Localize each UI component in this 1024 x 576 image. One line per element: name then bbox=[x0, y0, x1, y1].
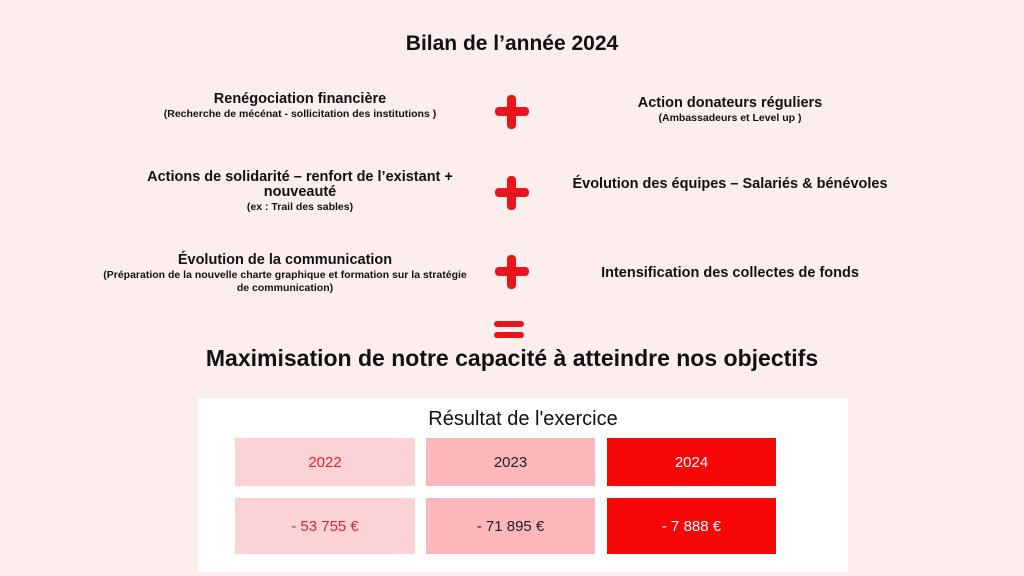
value-cell-2023: - 71 895 € bbox=[426, 498, 595, 554]
right-item-1-sub: (Ambassadeurs et Level up ) bbox=[658, 112, 802, 124]
plus-icon bbox=[495, 95, 529, 129]
right-item-3 bbox=[560, 266, 900, 281]
right-item-2-main: Évolution des équipes – Salariés & bénévoles bbox=[572, 176, 888, 192]
right-item-1-main: Action donateurs réguliers bbox=[637, 95, 823, 111]
left-item-3-sub: (Préparation de la nouvelle charte graphique et formation sur la stratégie de communication) bbox=[103, 269, 467, 294]
year-cell-2022: 2022 bbox=[235, 438, 415, 486]
left-item-3 bbox=[100, 253, 470, 295]
left-item-1-sub: (Recherche de mécénat - sollicitation des institutions ) bbox=[163, 108, 437, 120]
result-panel bbox=[198, 398, 848, 572]
value-cell-2022: - 53 755 € bbox=[235, 498, 415, 554]
left-item-1 bbox=[130, 92, 470, 121]
year-cell-2023: 2023 bbox=[426, 438, 595, 486]
value-cell-2024: - 7 888 € bbox=[607, 498, 776, 554]
left-item-3-main: Évolution de la communication bbox=[177, 252, 393, 268]
equals-icon bbox=[494, 319, 524, 341]
left-item-1-main: Renégociation financière bbox=[213, 91, 387, 107]
page-title: Bilan de l’année 2024 bbox=[405, 32, 619, 55]
right-item-2 bbox=[545, 177, 915, 192]
left-item-2-main: Actions de solidarité – renfort de l’existant + nouveauté bbox=[147, 169, 453, 200]
left-item-2 bbox=[132, 170, 468, 214]
year-cell-2024: 2024 bbox=[607, 438, 776, 486]
plus-icon bbox=[495, 176, 529, 210]
left-item-2-sub: (ex : Trail des sables) bbox=[246, 201, 354, 213]
plus-icon bbox=[495, 255, 529, 289]
right-item-1 bbox=[560, 96, 900, 125]
right-item-3-main: Intensification des collectes de fonds bbox=[601, 265, 859, 281]
conclusion-text: Maximisation de notre capacité à atteindre nos objectifs bbox=[205, 345, 819, 371]
result-panel-title: Résultat de l'exercice bbox=[428, 408, 618, 430]
